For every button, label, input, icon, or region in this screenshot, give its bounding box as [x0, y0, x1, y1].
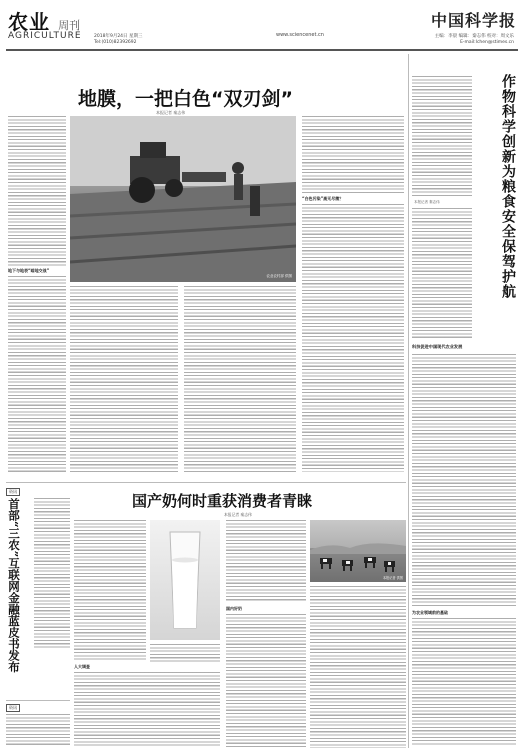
farm-photo: [70, 116, 296, 282]
lead-article: [6, 54, 404, 494]
lead-body-col-3b: [302, 204, 404, 472]
cows-illustration: [310, 520, 406, 582]
sidebar-body-mid: [412, 208, 472, 338]
lead-bottom-rule: [6, 482, 406, 483]
sidebar-divider: [408, 54, 409, 748]
dairy-body-col-1c: [74, 672, 220, 748]
section-title-cn: 农业: [8, 10, 50, 34]
sidebar-body-bottom: [412, 618, 516, 746]
tractor-illustration: [70, 116, 296, 282]
left-brief-tag-text: 资讯: [9, 489, 17, 494]
left-brief-rule: [6, 700, 70, 701]
lead-article-title: 地膜，一把白色“双刃剑”: [78, 88, 293, 110]
milk-photo: [150, 520, 220, 640]
dairy-body-col-3: [310, 586, 406, 748]
dairy-subhead-1: 人大调查: [74, 664, 90, 669]
lead-body-col-2b: [184, 286, 296, 472]
milk-glass-illustration: [150, 520, 220, 640]
cows-photo: [310, 520, 406, 582]
paper-name: 中国科学报: [430, 11, 516, 30]
lead-subhead-2: “白色污染”高无尽菌？: [302, 196, 344, 201]
issue-phone: Tel:(010)82392692: [94, 40, 137, 45]
lead-body-col-1: [8, 116, 66, 266]
masthead: [6, 6, 518, 48]
sidebar-headline: 作物科学创新为粮食安全保驾护航: [500, 74, 516, 299]
editor-email: E-mail:lchen@stimes.cn: [460, 40, 514, 45]
site-url: www.sciencenet.cn: [276, 32, 324, 38]
left-brief-headline: 首部“三农”互联网金融蓝皮书发布: [7, 498, 21, 673]
sidebar-section-label: 为农业领域前的基础: [412, 610, 448, 615]
section-title-weekly: 周刊: [58, 19, 81, 32]
sidebar-subhead: 科技促进中国现代农业发展: [412, 344, 463, 349]
section-title-en: AGRICULTURE: [8, 31, 82, 41]
dairy-article-title: 国产奶何时重获消费者青睐: [132, 492, 313, 510]
lead-body-col-3: [302, 116, 404, 194]
issue-date: 2018年9月24日 星期三: [94, 34, 143, 39]
cows-photo-caption: 本报记者 供图: [382, 576, 403, 580]
masthead-rule: [6, 49, 518, 51]
dairy-body-col-2: [226, 520, 306, 602]
left-brief: [6, 486, 70, 748]
sidebar: [412, 54, 518, 748]
lead-body-col-1b: [8, 276, 66, 472]
dairy-article-byline: 本报记者 秦志伟: [224, 512, 252, 517]
lead-subhead-1: 地下与地表“暗地交战”: [8, 268, 50, 273]
left-brief-body: [34, 498, 70, 648]
farm-photo-caption: 农业农村部 供图: [266, 274, 292, 278]
lead-body-col-2a: [70, 286, 178, 472]
dairy-body-col-1b: [150, 644, 220, 664]
sidebar-body-top: [412, 76, 472, 196]
left-brief-tag: [6, 488, 20, 496]
sidebar-body-lower: [412, 354, 516, 606]
dairy-subhead-2: 国内好奶: [226, 606, 242, 611]
bottom-brief-body: [6, 714, 70, 746]
sidebar-byline: 本报记者 秦志伟: [414, 200, 440, 204]
lead-article-byline: 本报记者 秦志伟: [156, 110, 186, 115]
dairy-body-col-1: [74, 520, 146, 660]
bottom-brief-tag-text: 资讯: [9, 705, 17, 710]
bottom-brief-tag: [6, 704, 20, 712]
dairy-article: [74, 486, 406, 748]
editor-credits: 主编：李晨 编辑：秦志伟 校对：周文乐: [434, 34, 514, 39]
dairy-body-col-2b: [226, 614, 306, 748]
